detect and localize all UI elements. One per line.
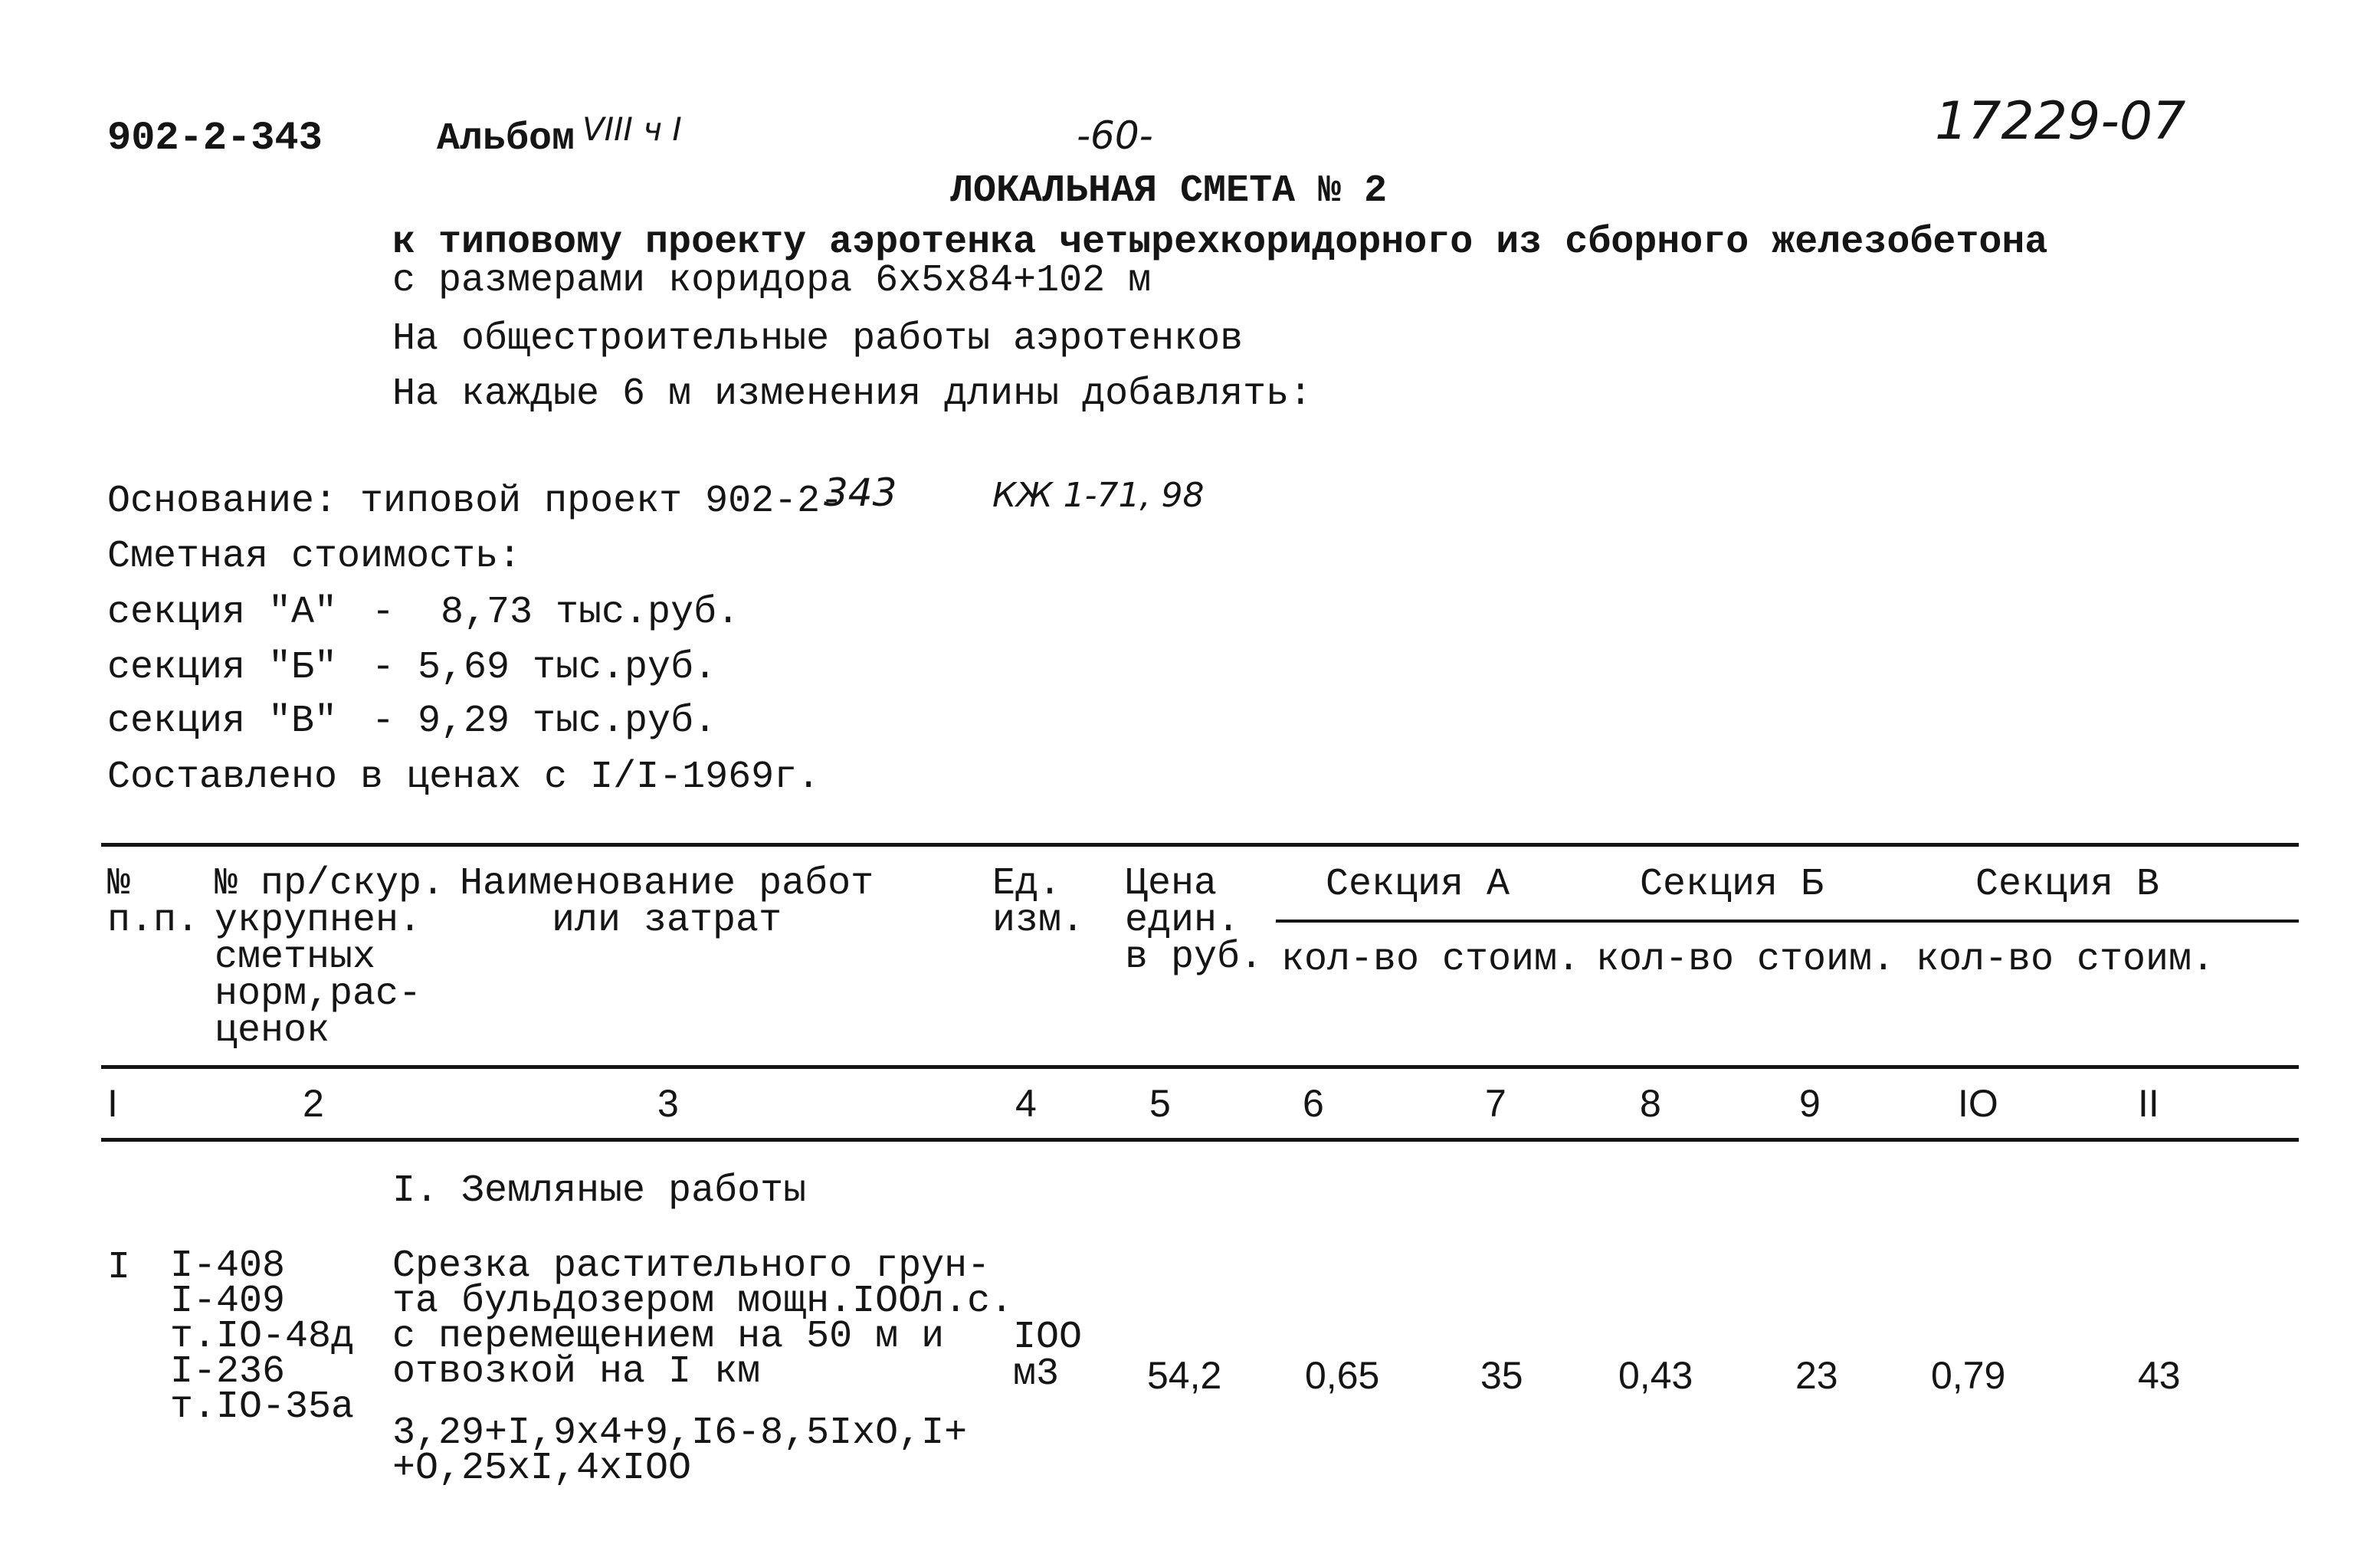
row-section-c-qty: 0,79 <box>1931 1354 2006 1397</box>
row-work-description: Срезка растительного грун- та бульдозером мощн.IOOл.с. с перемещением на 50 м и отвозкой на I км <box>392 1244 1014 1394</box>
row-item-number: I <box>107 1246 131 1290</box>
column-number: 9 <box>1799 1082 1821 1125</box>
header-section-a: Секция А <box>1326 863 1510 906</box>
header-work-name: Наименование работ или затрат <box>460 862 874 942</box>
header-section-c-sub: кол-во стоим. <box>1916 938 2215 982</box>
column-number: 6 <box>1303 1082 1324 1125</box>
header-norm-code: № пр/скур. укрупнен. сметных норм,рас- ценок <box>215 862 445 1053</box>
page-number: -60- <box>1077 113 1153 158</box>
column-numbers-rule <box>101 1138 2299 1142</box>
section-c-cost-name: секция "В" <box>107 700 338 743</box>
column-number: 4 <box>1015 1082 1037 1125</box>
header-bottom-rule <box>101 1065 2299 1069</box>
column-number: IO <box>1958 1082 1998 1125</box>
column-number: 5 <box>1149 1082 1171 1125</box>
row-formula: 3,29+I,9х4+9,I6-8,5IхO,I+ +O,25хI,4хIOO <box>392 1411 968 1490</box>
header-unit: Ед. изм. <box>992 862 1085 942</box>
section-a-cost-name: секция "А" <box>107 591 338 634</box>
column-number: 8 <box>1640 1082 1661 1125</box>
project-description-line1: к типовому проекту аэротенка четырехкоридорного из сборного железобетона <box>392 221 2048 264</box>
section-heading: I. Земляные работы <box>392 1169 807 1213</box>
project-description-line2: с размерами коридора 6х5х84+102 м <box>392 259 1152 303</box>
row-unit: IOO м3 <box>1013 1316 1083 1396</box>
row-section-b-qty: 0,43 <box>1618 1354 1693 1397</box>
section-b-cost-value: - 5,69 тыс.руб. <box>372 646 717 690</box>
length-change-note: На каждые 6 м изменения длины добавлять: <box>392 372 1313 416</box>
estimate-title: ЛОКАЛЬНАЯ СМЕТА № 2 <box>950 169 1388 213</box>
basis-label: Основание: типовой проект 902-2- <box>107 480 844 523</box>
column-number: 7 <box>1485 1082 1506 1125</box>
basis-sheets: КЖ 1-71, 98 <box>992 476 1205 515</box>
section-b-cost-name: секция "Б" <box>107 646 338 690</box>
column-number: I <box>107 1082 118 1125</box>
album-label: Альбом <box>437 117 575 161</box>
album-handwritten-mark: VIII ч I <box>582 110 682 148</box>
column-number: 3 <box>657 1082 679 1125</box>
column-number: II <box>2138 1082 2159 1125</box>
registration-stamp: 17229-07 <box>1935 91 2186 152</box>
works-scope: На общестроительные работы аэротенков <box>392 317 1244 361</box>
header-section-b: Секция Б <box>1640 863 1824 906</box>
section-a-cost-value: - 8,73 тыс.руб. <box>372 591 740 634</box>
row-unit-price: 54,2 <box>1147 1354 1222 1397</box>
row-norm-codes: I-408 I-409 т.IO-48д I-236 т.IO-35а <box>170 1244 355 1429</box>
header-section-b-sub: кол-во стоим. <box>1596 938 1896 982</box>
prices-note: Составлено в ценах с I/I-1969г. <box>107 756 821 799</box>
row-section-a-cost: 35 <box>1480 1354 1523 1397</box>
section-c-cost-value: - 9,29 тыс.руб. <box>372 700 717 743</box>
row-section-a-qty: 0,65 <box>1305 1354 1380 1397</box>
row-section-b-cost: 23 <box>1795 1354 1838 1397</box>
estimated-cost-label: Сметная стоимость: <box>107 535 522 579</box>
document-number: 902-2-343 <box>107 116 323 161</box>
row-section-c-cost: 43 <box>2138 1354 2181 1397</box>
basis-project-number: 343 <box>824 470 897 515</box>
header-item-number: № п.п. <box>107 862 200 942</box>
header-section-c: Секция В <box>1975 863 2160 906</box>
header-unit-price: Цена един. в руб. <box>1125 862 1264 979</box>
table-top-rule <box>101 843 2299 847</box>
section-subheader-rule <box>1276 920 2299 923</box>
column-number: 2 <box>303 1082 324 1125</box>
header-section-a-sub: кол-во стоим. <box>1281 938 1581 982</box>
